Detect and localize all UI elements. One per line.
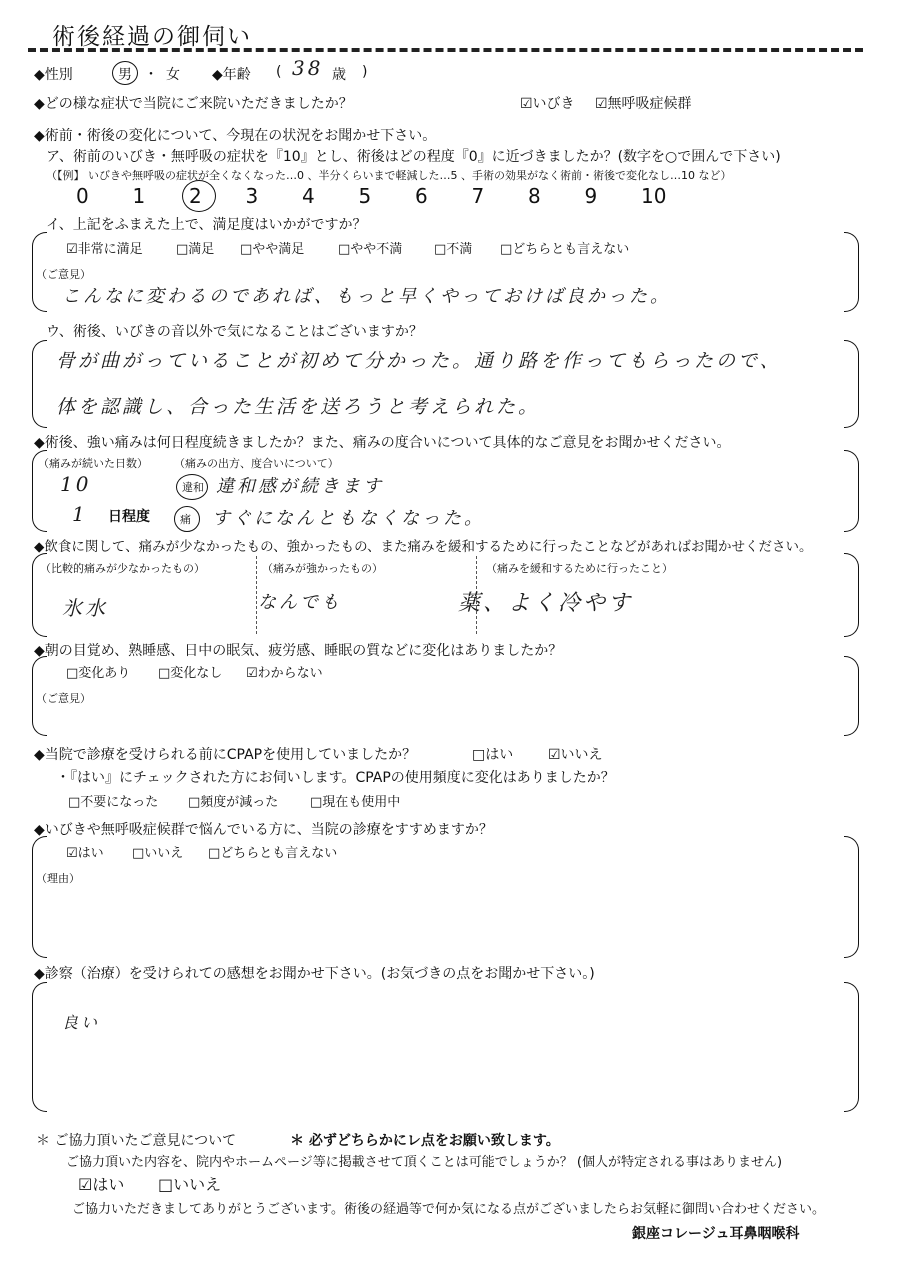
pain-text-1[interactable]: 違和感が続きます bbox=[216, 476, 384, 497]
cpap-question: ◆当院で診療を受けられる前にCPAPを使用していましたか？ bbox=[34, 747, 417, 763]
cpap-no[interactable]: ☑いいえ bbox=[548, 747, 603, 763]
recommend-question: ◆いびきや無呼吸症候群で悩んでいる方に、当院の診療をすすめますか？ bbox=[34, 822, 493, 838]
satisfaction-somewhat-unsatisfied[interactable]: □やや不満 bbox=[338, 242, 403, 257]
scale-4[interactable]: 4 bbox=[302, 184, 315, 208]
thanks-message: ご協力いただきましてありがとうございます。術後の経過等で何か気になる点がございましたらお気軽に御問い合わせください。 bbox=[72, 1202, 825, 1217]
satisfaction-satisfied[interactable]: □満足 bbox=[176, 242, 215, 257]
satisfaction-question: イ、上記をふまえた上で、満足度はいかがですか？ bbox=[46, 217, 367, 233]
consent-question: ご協力頂いた内容を、院内やホームページ等に掲載させて頂くことは可能でしょうか？ (個人が特定される事はありません) bbox=[66, 1155, 783, 1170]
satisfaction-unsatisfied[interactable]: □不満 bbox=[434, 242, 473, 257]
recommend-reason-label: （理由） bbox=[36, 872, 80, 885]
satisfaction-neutral[interactable]: □どちらとも言えない bbox=[500, 242, 630, 257]
food-col2-label: （痛みが強かったもの） bbox=[262, 562, 383, 575]
symptom-apnea-checkbox[interactable]: ☑無呼吸症候群 bbox=[595, 96, 692, 112]
consent-yes[interactable]: ☑はい bbox=[78, 1175, 125, 1194]
change-question: ◆術前・術後の変化について、今現在の状況をお聞かせ下さい。 bbox=[34, 128, 437, 144]
pain-days-label: （痛みが続いた日数） bbox=[38, 457, 148, 470]
satisfaction-comment-label: （ご意見） bbox=[36, 268, 91, 281]
age-unit: 歳 bbox=[332, 67, 346, 83]
morning-bracket-right bbox=[844, 656, 859, 736]
morning-changed[interactable]: □変化あり bbox=[66, 666, 131, 681]
cpap-not-needed[interactable]: □不要になった bbox=[68, 795, 159, 810]
consent-head-2: ＊ 必ずどちらかにレ点をお願い致します。 bbox=[290, 1133, 560, 1149]
food-col1-value[interactable]: 氷水 bbox=[62, 596, 108, 620]
pain-days-1[interactable]: 10 bbox=[60, 472, 92, 496]
food-col2-value[interactable]: なんでも bbox=[258, 592, 342, 613]
food-question: ◆飲食に関して、痛みが少なかったもの、強かったもの、また痛みを緩和するために行ったことなどがあればお聞かせください。 bbox=[34, 539, 813, 555]
food-divider-1 bbox=[256, 556, 257, 634]
scale-1[interactable]: 1 bbox=[132, 184, 146, 208]
scale-9[interactable]: 9 bbox=[584, 184, 598, 208]
scale-6[interactable]: 6 bbox=[415, 184, 428, 208]
scale-circle-mark bbox=[182, 180, 216, 212]
satisfaction-somewhat-satisfied[interactable]: □やや満足 bbox=[240, 242, 305, 257]
scale-7[interactable]: 7 bbox=[471, 184, 485, 208]
cpap-still-using[interactable]: □現在も使用中 bbox=[310, 795, 401, 810]
morning-unknown[interactable]: ☑わからない bbox=[246, 666, 323, 681]
food-col3-value[interactable]: 薬、よく冷やす bbox=[458, 591, 634, 616]
pain-tag1: 違和 bbox=[182, 481, 204, 494]
satisfaction-very-satisfied[interactable]: ☑非常に満足 bbox=[66, 242, 143, 257]
age-label: ◆年齢 bbox=[212, 67, 251, 83]
cpap-sub-question: ・『はい』にチェックされた方にお伺いします。CPAPの使用頻度に変化はありましたか？ bbox=[56, 770, 615, 786]
consent-head-1: ＊ ご協力頂いたご意見について bbox=[36, 1133, 237, 1149]
pain-days-2[interactable]: 1 bbox=[72, 502, 88, 526]
satisfaction-bracket-right bbox=[844, 232, 859, 312]
scale-0[interactable]: 0 bbox=[76, 184, 89, 208]
symptoms-question: ◆どの様な症状で当院にご来院いただきましたか？ bbox=[34, 96, 353, 112]
gender-male[interactable]: 男 bbox=[118, 67, 132, 83]
other-concern-line1[interactable]: 骨が曲がっていることが初めて分かった。通り路を作ってもらったので、 bbox=[56, 350, 782, 372]
concern-bracket-left bbox=[32, 340, 47, 428]
consent-no[interactable]: □いいえ bbox=[158, 1175, 222, 1194]
change-a-line: ア、術前のいびき・無呼吸の症状を『10』とし、術後はどの程度『0』に近づきましたか？(数字を○で囲んで下さい) bbox=[46, 149, 781, 165]
pain-degree-label: （痛みの出方、度合いについて） bbox=[174, 457, 339, 470]
gender-sep: ・ bbox=[144, 67, 158, 83]
title-divider bbox=[28, 48, 863, 52]
impression-question: ◆診察（治療）を受けられての感想をお聞かせ下さい。(お気づきの点をお聞かせ下さい。) bbox=[34, 966, 595, 982]
food-col1-label: （比較的痛みが少なかったもの） bbox=[40, 562, 205, 575]
morning-comment-label: （ご意見） bbox=[36, 692, 91, 705]
cpap-reduced[interactable]: □頻度が減った bbox=[188, 795, 279, 810]
food-col3-label: （痛みを緩和するために行ったこと） bbox=[486, 562, 673, 575]
morning-unchanged[interactable]: □変化なし bbox=[158, 666, 223, 681]
scale-10[interactable]: 10 bbox=[641, 184, 667, 208]
symptom-snoring-checkbox[interactable]: ☑いびき bbox=[520, 96, 575, 112]
morning-question: ◆朝の目覚め、熟睡感、日中の眠気、疲労感、睡眠の質などに変化はありましたか？ bbox=[34, 643, 563, 659]
scale-5[interactable]: 5 bbox=[358, 184, 372, 208]
satisfaction-comment[interactable]: こんなに変わるのであれば、もっと早くやっておけば良かった。 bbox=[62, 286, 671, 307]
other-concern-line2[interactable]: 体を認識し、合った生活を送ろうと考えられた。 bbox=[56, 396, 541, 418]
gender-label: ◆性別 bbox=[34, 67, 73, 83]
cpap-yes[interactable]: □はい bbox=[472, 747, 514, 763]
pain-text-2[interactable]: すぐになんともなくなった。 bbox=[212, 508, 485, 529]
recommend-yes[interactable]: ☑はい bbox=[66, 846, 104, 861]
recommend-no[interactable]: □いいえ bbox=[132, 846, 184, 861]
scale-2[interactable]: 2 bbox=[189, 184, 202, 208]
gender-female[interactable]: 女 bbox=[166, 67, 180, 83]
scale-3[interactable]: 3 bbox=[245, 184, 259, 208]
pain-question: ◆術後、強い痛みは何日程度続きましたか？また、痛みの度合いについて具体的なご意見をお聞かせください。 bbox=[34, 435, 731, 451]
concern-bracket-right bbox=[844, 340, 859, 428]
recommend-neutral[interactable]: □どちらとも言えない bbox=[208, 846, 338, 861]
pain-tag2: 痛 bbox=[180, 513, 191, 526]
change-example: （【例】 いびきや無呼吸の症状が全くなくなった…0 、半分くらいまで軽減した…5 、手術の効果がなく術前・術後で変化なし…10 など） bbox=[46, 169, 732, 182]
impression-bracket-left bbox=[32, 982, 47, 1112]
age-value[interactable]: 38 bbox=[292, 56, 324, 80]
impression-bracket-right bbox=[844, 982, 859, 1112]
pain-days-unit: 日程度 bbox=[108, 509, 150, 525]
recommend-bracket-right bbox=[844, 836, 859, 958]
recommend-bracket-left bbox=[32, 836, 47, 958]
change-scale bbox=[76, 184, 698, 208]
page-title: 術後経過の御伺い bbox=[52, 24, 252, 50]
food-bracket-right bbox=[844, 553, 859, 637]
clinic-name: 銀座コレージュ耳鼻咽喉科 bbox=[632, 1226, 800, 1242]
pain-bracket-right bbox=[844, 450, 859, 532]
other-concern-question: ウ、術後、いびきの音以外で気になることはございますか？ bbox=[46, 324, 423, 340]
scale-8[interactable]: 8 bbox=[528, 184, 541, 208]
impression-text[interactable]: 良い bbox=[62, 1013, 101, 1032]
